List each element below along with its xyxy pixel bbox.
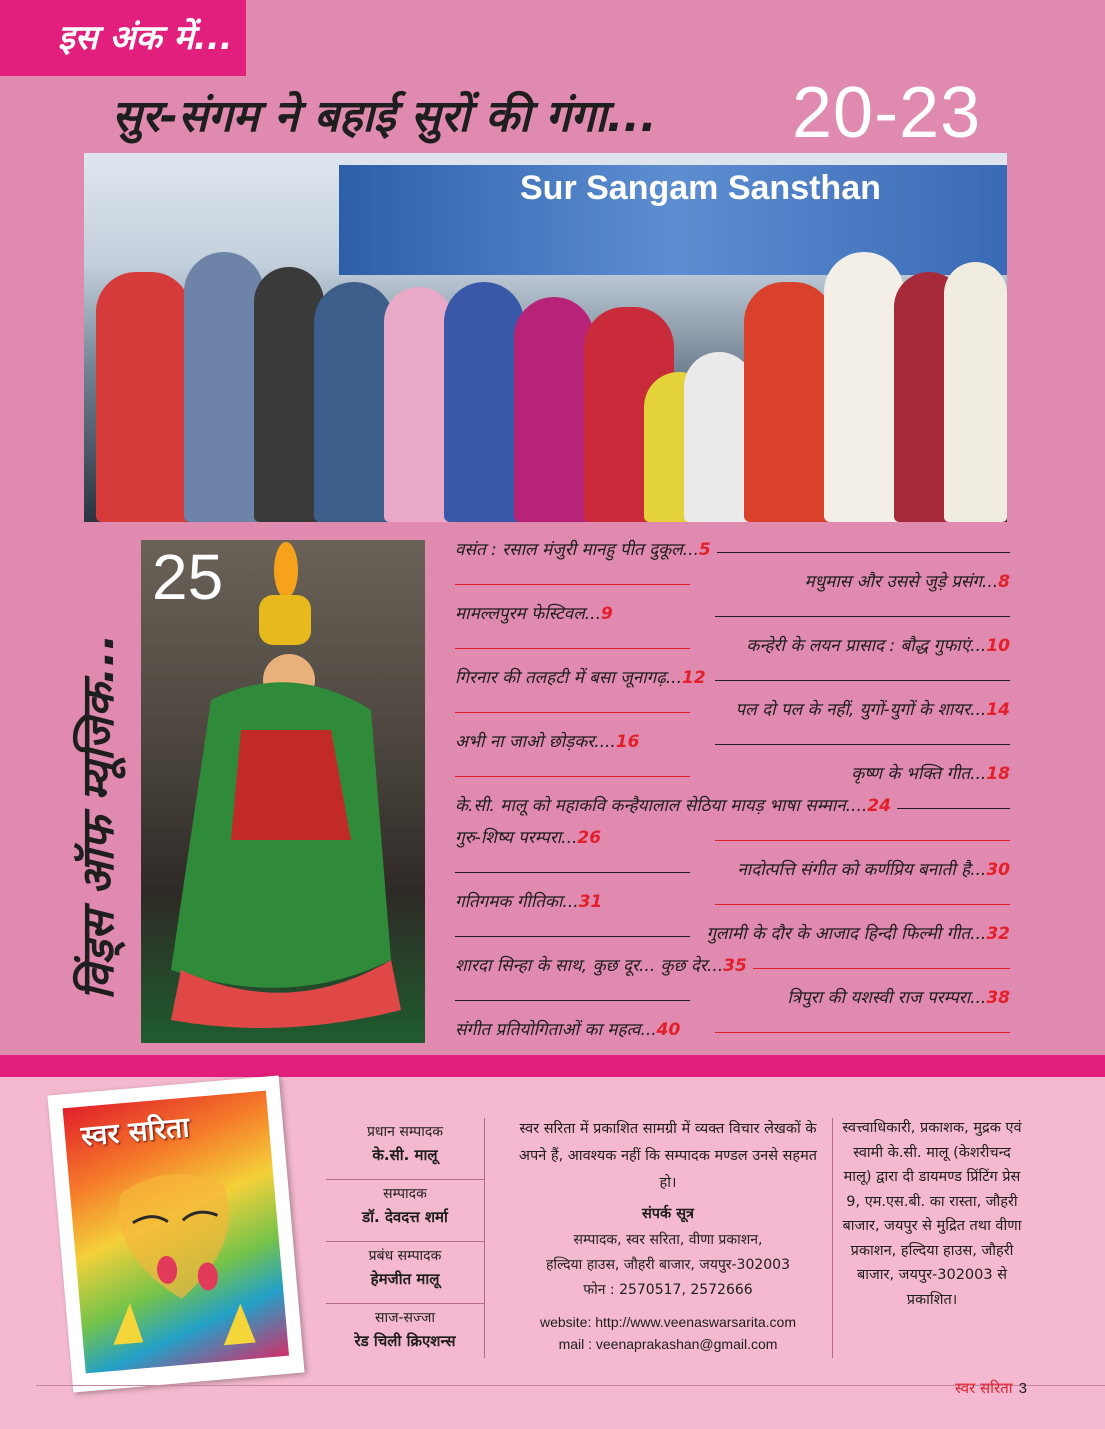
toc-title: गतिगमक गीतिका... (455, 892, 579, 912)
toc-page: 31 (578, 892, 603, 912)
feature-pages: 20-23 (792, 73, 982, 153)
divider (832, 1118, 833, 1358)
contact-line: सम्पादक, स्वर सरिता, वीणा प्रकाशन, (573, 1232, 763, 1248)
credit-entry (326, 1304, 484, 1366)
editorial-credits (326, 1118, 484, 1366)
toc-title: पल दो पल के नहीं, युगों-युगों के शायर... (735, 700, 987, 720)
email-link[interactable]: mail : veenaprakashan@gmail.com (558, 1336, 778, 1352)
contact-line: हल्दिया हाउस, जौहरी बाजार, जयपुर-302003 (545, 1257, 790, 1273)
toc-entry[interactable] (455, 918, 1010, 950)
credit-role: सम्पादक (383, 1186, 427, 1202)
toc-entry[interactable] (455, 694, 1010, 726)
toc-entry-text (455, 953, 753, 976)
toc-page: 9 (601, 604, 613, 624)
toc-entry-text (700, 921, 1010, 944)
group-photo (84, 153, 1007, 522)
disclaimer-block (512, 1116, 824, 1355)
disclaimer-text: स्वर सरिता में प्रकाशित सामग्री में व्यक्त विचार लेखकों के अपने हैं, आवश्यक नहीं कि सम्पादक मण्डल उनसे सहमत हो। (518, 1121, 818, 1191)
footer-magazine-name: स्वर सरिता (954, 1379, 1013, 1397)
toc-entry[interactable] (455, 726, 1010, 758)
toc-entry-text (799, 569, 1010, 592)
toc-entry[interactable] (455, 1014, 1010, 1046)
section-tag: इस अंक में... (0, 0, 246, 76)
toc-entry-text (730, 697, 1010, 720)
toc-page: 18 (986, 764, 1010, 784)
toc-entry[interactable] (455, 854, 1010, 886)
toc-page: 32 (986, 924, 1010, 944)
credit-role: साज-सज्जा (374, 1310, 435, 1326)
toc-page: 12 (681, 668, 706, 688)
page-number: 3 (1018, 1380, 1027, 1397)
toc-entry[interactable] (455, 790, 1010, 822)
toc-page: 26 (577, 828, 602, 848)
toc-entry-text (455, 537, 717, 560)
toc-entry[interactable] (455, 630, 1010, 662)
vertical-feature-title[interactable]: विंड्स ऑफ म्यूजिक... (73, 633, 124, 1000)
toc-title: के.सी. मालू को महाकवि कन्हैयालाल सेठिया मायड़ भाषा सम्मान.... (455, 796, 868, 816)
toc-page: 24 (867, 796, 891, 816)
toc-entry-text (455, 825, 607, 848)
credit-role: प्रधान सम्पादक (366, 1124, 444, 1140)
toc-title: मामल्लपुरम फेस्टिवल... (455, 604, 601, 624)
toc-page: 5 (698, 540, 711, 560)
toc-title: कृष्ण के भक्ति गीत... (851, 764, 987, 784)
toc-page: 30 (986, 860, 1010, 880)
toc-title: संगीत प्रतियोगिताओं का महत्व... (455, 1020, 657, 1040)
toc-page: 14 (986, 700, 1010, 720)
toc-leader-line (715, 904, 1010, 905)
credit-entry (326, 1118, 484, 1180)
toc-entry-text (455, 793, 897, 816)
toc-entry-text (455, 729, 646, 752)
toc-title: गुरु-शिष्य परम्परा... (455, 828, 578, 848)
toc-entry-text (455, 889, 608, 912)
toc-leader-line (715, 840, 1010, 841)
credit-name: के.सी. मालू (372, 1146, 438, 1164)
feature-headline[interactable]: सुर-संगम ने बहाई सुरों की गंगा... (112, 91, 657, 142)
toc-leader-line (715, 552, 1010, 553)
toc-entry-text (455, 601, 619, 624)
toc-leader-line (715, 616, 1010, 617)
toc-leader-line (455, 776, 690, 777)
credit-entry (326, 1242, 484, 1304)
toc-entry[interactable] (455, 982, 1010, 1014)
toc-entry-text (781, 985, 1010, 1008)
toc-leader-line (715, 744, 1010, 745)
toc-page: 16 (615, 732, 640, 752)
dancer-photo (141, 540, 425, 1043)
toc-title: त्रिपुरा की यशस्वी राज परम्परा... (787, 988, 987, 1008)
credit-name: हेमजीत मालू (370, 1270, 440, 1288)
contact-title: संपर्क सूत्र (641, 1206, 695, 1222)
toc-entry[interactable] (455, 950, 1010, 982)
toc-entry[interactable] (455, 534, 1010, 566)
toc-page: 10 (986, 636, 1010, 656)
website-link[interactable]: website: http://www.veenaswarsarita.com (540, 1314, 796, 1330)
toc-entry[interactable] (455, 566, 1010, 598)
cover-artwork (63, 1091, 289, 1374)
toc-entry[interactable] (455, 758, 1010, 790)
credit-name: रेड चिली क्रिएशन्स (354, 1332, 456, 1350)
toc-entry-text (740, 633, 1010, 656)
toc-entry[interactable] (455, 886, 1010, 918)
toc-title: गिरनार की तलहटी में बसा जूनागढ़... (455, 668, 682, 688)
group-people (84, 222, 1007, 522)
toc-title: शारदा सिन्हा के साथ, कुछ दूर... कुछ देर... (455, 956, 724, 976)
divider-band (0, 1055, 1105, 1077)
toc-page: 40 (656, 1020, 681, 1040)
toc-entry-text (845, 761, 1010, 784)
toc-page: 35 (723, 956, 747, 976)
toc-leader-line (715, 968, 1010, 969)
cover-title: स्वर सरिता (79, 1110, 191, 1153)
dancer-illustration (141, 540, 425, 1043)
toc-title: गुलामी के दौर के आजाद हिन्दी फिल्मी गीत... (706, 924, 987, 944)
page-footer (955, 1378, 1027, 1398)
toc-leader-line (715, 680, 1010, 681)
toc-title: नादोत्पत्ति संगीत को कर्णप्रिय बनाती है... (737, 860, 987, 880)
publisher-info: स्वत्त्वाधिकारी, प्रकाशक, मुद्रक एवं स्वामी के.सी. मालू (केशरीचन्द मालू) द्वारा दी डायमण्ड प्रिंटिंग प्रेस 9, एम.एस.बी. का रास्ता, जौहरी बाजार, जयपुर से मुद्रित तथा वीणा प्रकाशन, हल्दिया हाउस, जौहरी बाजार, जयपुर-302003 से प्रकाशित। (842, 1120, 1022, 1308)
credit-role: प्रबंध सम्पादक (368, 1248, 442, 1264)
toc-entry[interactable] (455, 822, 1010, 854)
toc-title: वसंत : रसाल मंजुरी मानहु पीत दुकूल... (455, 540, 699, 560)
table-of-contents (455, 534, 1010, 1046)
toc-entry-text (455, 1017, 686, 1040)
toc-page: 8 (998, 572, 1010, 592)
toc-leader-line (455, 936, 690, 937)
toc-leader-line (455, 648, 690, 649)
contact-phone: फोन : 2570517, 2572666 (583, 1282, 753, 1298)
toc-entry[interactable] (455, 598, 1010, 630)
toc-entry-text (455, 665, 712, 688)
banner-text: Sur Sangam Sansthan (520, 169, 881, 207)
toc-leader-line (455, 872, 690, 873)
toc-leader-line (455, 584, 690, 585)
toc-leader-line (715, 1032, 1010, 1033)
toc-leader-line (455, 1000, 690, 1001)
footer-rule (36, 1385, 1105, 1386)
credit-entry (326, 1180, 484, 1242)
toc-page: 38 (986, 988, 1010, 1008)
toc-title: अभी ना जाओ छोड़कर.... (455, 732, 616, 752)
magazine-cover-thumbnail[interactable] (47, 1075, 304, 1392)
credit-name: डॉ. देवदत्त शर्मा (362, 1208, 448, 1226)
toc-entry-text (731, 857, 1010, 880)
toc-leader-line (455, 712, 690, 713)
toc-title: कन्हेरी के लयन प्रासाद : बौद्ध गुफाएं... (746, 636, 987, 656)
toc-title: मधुमास और उससे जुड़े प्रसंग... (804, 572, 999, 592)
dancer-feature-page: 25 (152, 541, 224, 613)
divider (484, 1118, 485, 1358)
toc-entry[interactable] (455, 662, 1010, 694)
